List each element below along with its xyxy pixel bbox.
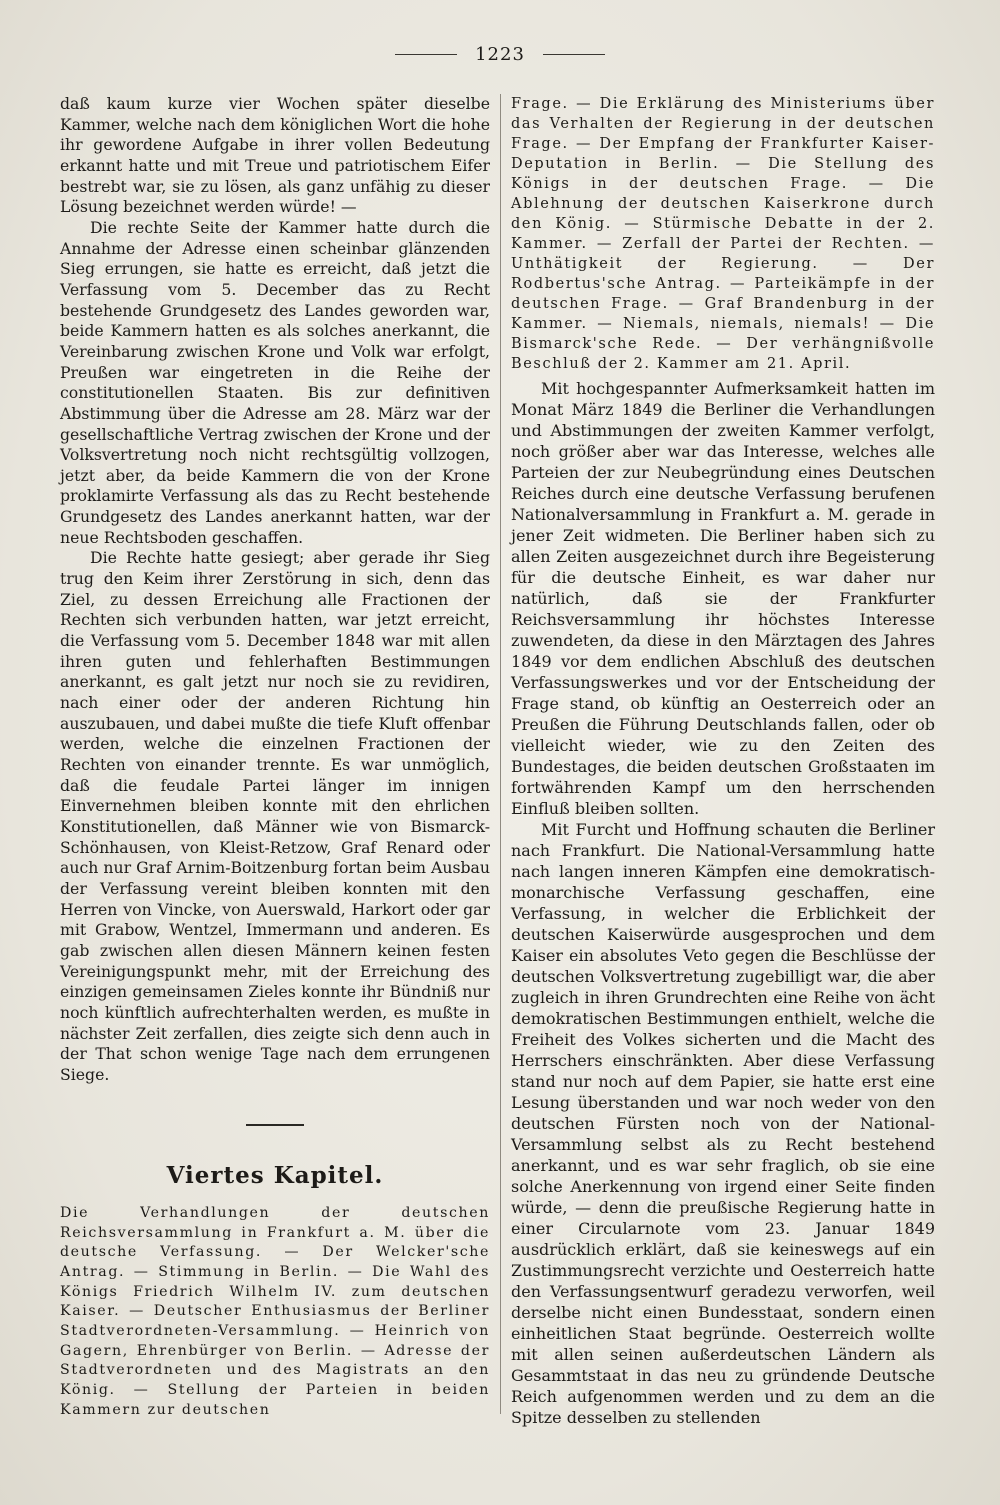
chapter-divider [246,1124,304,1126]
paragraph: Mit Furcht und Hoffnung schauten die Berliner nach Frankfurt. Die National-Versammlung hatte nach langen inneren Kämpfen eine demokratisch-monarchische Verfassung geschaffen, eine Verfassung, in welcher die Erblichkeit der deutschen Kaiserwürde ausgesprochen und dem Kaiser ein absolutes Veto gegen die Beschlüsse der deutschen Volksvertretung zugebilligt war, die aber zugleich in ihren Grundrechten eine Reihe von ächt demokratischen Bestimmungen enthielt, welche die Freiheit des Volkes sicherten und die Macht des Herrschers einschränkten. Aber diese Verfassung stand nur noch auf dem Papier, sie hatte erst eine Lesung überstanden und war noch weder von den deutschen Fürsten noch von der National-Versammlung selbst als zu Recht bestehend anerkannt, und es war sehr fraglich, ob sie eine solche Anerkennung von irgend einer Seite finden würde, — denn die preußische Regierung hatte in einer Circularnote vom 23. Januar 1849 ausdrücklich erklärt, daß sie keineswegs auf ein Zustimmungsrecht verzichte und Oesterreich hatte den Verfassungsentwurf geradezu verworfen, weil derselbe nicht einen Bundesstaat, sondern einen einheitlichen Staat begründe. Oesterreich wollte mit allen seinen außerdeutschen Ländern als Gesammtstaat in das neu zu gründende Deutsche Reich aufgenommen werden und zu dem an die Spitze desselben zu stellenden [511,820,935,1427]
page-number: 1223 [475,44,525,65]
header-rule-left [395,54,457,55]
column-divider [500,94,501,1414]
paragraph: Mit hochgespannter Aufmerksamkeit hatten im Monat März 1849 die Berliner die Verhandlungen und Abstimmungen der zweiten Kammer verfolgt, noch größer aber war das Interesse, welches alle Parteien der zur Neubegründung eines Deutschen Reiches durch eine deutsche Verfassung berufenen Nationalversammlung in Frankfurt a. M. gerade in jener Zeit widmeten. Die Berliner haben sich zu allen Zeiten ausgezeichnet durch ihre Begeisterung für die deutsche Einheit, es war daher nur natürlich, daß sie der Frankfurter Reichsversammlung ihr höchstes Interesse zuwendeten, da diese in den Märztagen des Jahres 1849 vor dem endlichen Abschluß des deutschen Verfassungswerkes und vor der Entscheidung der Frage stand, ob künftig an Oesterreich oder an Preußen die Führung Deutschlands fallen, oder ob vielleicht wieder, wie zu den Zeiten des Bundestages, die beiden deutschen Großstaaten im fortwährenden Kampf um den herrschenden Einfluß bleiben sollten. [511,379,935,818]
paragraph: daß kaum kurze vier Wochen später dieselbe Kammer, welche nach dem königlichen Wort die hohe ihr gewordene Aufgabe in ihrer vollen Bedeutung erkannt hatte und mit Treue und patriotischem Eifer bestrebt war, sie zu lösen, als ganz unfähig zu dieser Lösung bezeichnet werden würde! — [60,94,490,217]
page-header [0,44,1000,65]
header-rule-right [543,54,605,55]
left-column [60,94,490,1420]
chapter-summary: Die Verhandlungen der deutschen Reichsversammlung in Frankfurt a. M. über die deutsche Verfassung. — Der Welcker'sche Antrag. — Stimmung in Berlin. — Die Wahl des Königs Friedrich Wilhelm IV. zum deutschen Kaiser. — Deutscher Enthusiasmus der Berliner Stadtverordneten-Versammlung. — Heinrich von Gagern, Ehrenbürger von Berlin. — Adresse der Stadtverordneten und des Magistrats an den König. — Stellung der Parteien in beiden Kammern zur deutschen [60,1205,490,1418]
chapter-title: Viertes Kapitel. [166,1161,384,1189]
chapter-summary-continued: Frage. — Die Erklärung des Ministeriums über das Verhalten der Regierung in der deutschen Frage. — Der Empfang der Frankfurter Kaiser-Deputation in Berlin. — Die Stellung des Königs in der deutschen Frage. — Die Ablehnung der deutschen Kaiserkrone durch den König. — Stürmische Debatte in der 2. Kammer. — Zerfall der Partei der Rechten. — Unthätigkeit der Regierung. — Der Rodbertus'sche Antrag. — Parteikämpfe in der deutschen Frage. — Graf Brandenburg in der Kammer. — Niemals, niemals, niemals! — Die Bismarck'sche Rede. — Der verhängnißvolle Beschluß der 2. Kammer am 21. April. [511,96,935,372]
right-column [511,94,935,1428]
paragraph: Die rechte Seite der Kammer hatte durch die Annahme der Adresse einen scheinbar glänzenden Sieg errungen, sie hatte es erreicht, daß jetzt die Verfassung vom 5. December das zu Recht bestehende Grundgesetz des Landes geworden war, beide Kammern hatten es als solches anerkannt, die Vereinbarung zwischen Krone und Volk war erfolgt, Preußen war eingetreten in die Reihe der constitutionellen Staaten. Bis zur definitiven Abstimmung über die Adresse am 28. März war der gesellschaftliche Vertrag zwischen der Krone und der Volksvertretung noch nicht rechtsgültig vollzogen, jetzt aber, da beide Kammern die von der Krone proklamirte Verfassung als das zu Recht bestehende Grundgesetz des Landes anerkannt hatten, war der neue Rechtsboden geschaffen. [60,217,490,547]
paragraph: Die Rechte hatte gesiegt; aber gerade ihr Sieg trug den Keim ihrer Zerstörung in sich, denn das Ziel, zu dessen Erreichung alle Fractionen der Rechten sich verbunden hatten, war jetzt erreicht, die Verfassung vom 5. December 1848 war mit allen ihren guten und fehlerhaften Bestimmungen anerkannt, es galt jetzt nur noch sie zu revidiren, nach einer oder der anderen Richtung hin auszubauen, und dabei mußte die tiefe Kluft offenbar werden, welche die einzelnen Fractionen der Rechten von einander trennte. Es war unmöglich, daß die feudale Partei länger im innigen Einvernehmen bleiben konnte mit den ehrlichen Konstitutionellen, daß Männer wie von Bismarck-Schönhausen, von Kleist-Retzow, Graf Renard oder auch nur Graf Arnim-Boitzenburg fortan beim Ausbau der Verfassung vereint bleiben konnten mit den Herren von Vincke, von Auerswald, Harkort oder gar mit Grabow, Wentzel, Immermann und anderen. Es gab zwischen allen diesen Männern keinen festen Vereinigungspunkt mehr, mit der Erreichung des einzigen gemeinsamen Zieles konnte ihr Bündniß nur noch künftlich aufrechterhalten werden, es mußte in nächster Zeit zerfallen, dies zeigte sich denn auch in der That schon wenige Tage nach dem errungenen Siege. [60,548,490,1084]
